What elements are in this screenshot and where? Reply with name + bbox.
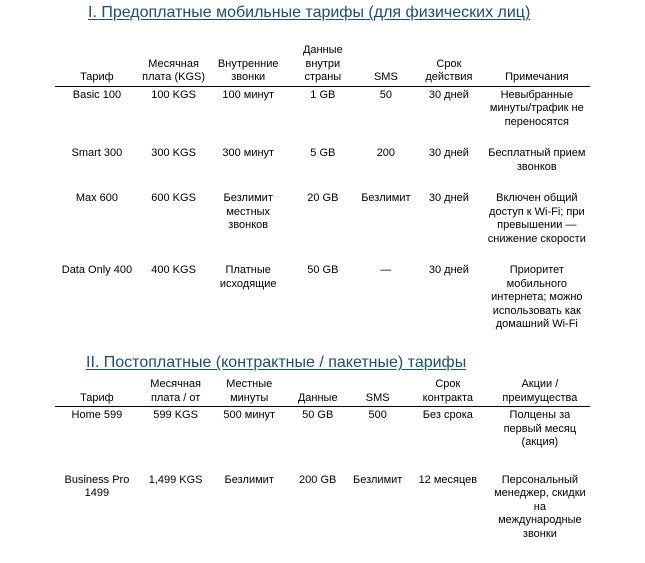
cell-minutes: Платные исходящие (219, 264, 277, 290)
cell-term: 30 дней (428, 88, 469, 101)
section-heading-postpaid: II. Постоплатные (контрактные / пакетные) тарифы (86, 354, 467, 371)
section-heading-prepaid: I. Предоплатные мобильные тарифы (для физических лиц) (88, 4, 531, 21)
table-body (55, 86, 590, 336)
prepaid-tariff-table (55, 44, 590, 336)
cell-data: 20 GB (307, 192, 339, 204)
cell-notes: Приоритет мобильного интернета; можно использовать как домашний Wi-Fi (491, 264, 583, 330)
cell-minutes: Безлимит местных звонков (223, 192, 273, 231)
cell-sms: — (380, 264, 392, 276)
table-row (55, 145, 590, 190)
header-cell-name: Тариф (80, 391, 114, 404)
header-cell-minutes: Внутренние звонки (217, 57, 279, 83)
header-cell-data: Данные (297, 391, 338, 404)
cell-notes: Персональный менеджер, скидки на международные звонки (494, 473, 586, 540)
header-cell-term: Срок контракта (422, 378, 474, 404)
cell-term: Без срока (422, 409, 473, 421)
table-row (55, 407, 590, 472)
cell-term: 30 дней (428, 264, 469, 276)
header-cell-data: Данные внутри страны (302, 44, 343, 83)
cell-sms: 50 (379, 88, 392, 101)
cell-name: Basic 100 (72, 88, 122, 101)
cell-data: 5 GB (310, 147, 336, 159)
cell-minutes: 500 минут (223, 409, 276, 421)
header-cell-notes: Примечания (505, 71, 569, 83)
cell-data: 1 GB (310, 88, 336, 101)
cell-name: Max 600 (75, 192, 119, 204)
cell-notes: Бесплатный прием звонков (488, 147, 586, 173)
cell-fee: 1,499 KGS (148, 473, 203, 486)
cell-data: 50 GB (302, 409, 334, 421)
cell-name: Smart 300 (71, 147, 123, 159)
cell-minutes: Безлимит (224, 473, 274, 486)
header-row (55, 44, 590, 86)
cell-data: 200 GB (299, 473, 337, 486)
cell-data: 50 GB (307, 264, 339, 276)
cell-notes: Полцены за первый месяц (акция) (503, 409, 577, 448)
cell-sms: Безлимит (353, 473, 403, 486)
cell-minutes: 100 минут (222, 88, 275, 101)
table-body (55, 407, 590, 546)
cell-notes: Включен общий доступ к Wi-Fi; при превышении — снижение скорости (487, 192, 586, 245)
table-row (55, 86, 590, 145)
cell-name: Business Pro 1499 (64, 473, 130, 499)
cell-sms: 500 (368, 409, 387, 421)
table-header (55, 378, 590, 407)
cell-term: 30 дней (428, 192, 469, 204)
cell-fee: 100 KGS (151, 88, 196, 101)
cell-fee: 600 KGS (151, 192, 196, 204)
table-row (55, 472, 590, 546)
header-cell-sms: SMS (365, 391, 390, 404)
cell-sms: Безлимит (361, 192, 411, 204)
header-cell-notes: Акции / преимущества (502, 378, 578, 404)
header-cell-name: Тариф (80, 71, 114, 83)
cell-fee: 300 KGS (151, 147, 196, 159)
cell-name: Home 599 (71, 409, 123, 421)
cell-name: Data Only 400 (61, 264, 133, 276)
postpaid-tariff-table (55, 378, 590, 545)
table-row (55, 190, 590, 262)
cell-fee: 400 KGS (151, 264, 196, 276)
cell-sms: 200 (376, 147, 396, 159)
cell-term: 12 месяцев (418, 473, 478, 486)
header-cell-fee: Месячная плата / от (150, 378, 201, 404)
cell-notes: Невыбранные минуты/трафик не переносятся (489, 88, 584, 128)
header-cell-minutes: Местные минуты (226, 378, 273, 404)
table-header (55, 44, 590, 86)
header-row (55, 378, 590, 407)
header-cell-sms: SMS (373, 71, 398, 83)
cell-fee: 599 KGS (153, 409, 198, 421)
header-cell-fee: Месячная плата (KGS) (142, 57, 206, 83)
table-row (55, 262, 590, 336)
header-cell-term: Срок действия (425, 57, 473, 83)
cell-term: 30 дней (428, 147, 469, 159)
cell-minutes: 300 минут (222, 147, 275, 159)
